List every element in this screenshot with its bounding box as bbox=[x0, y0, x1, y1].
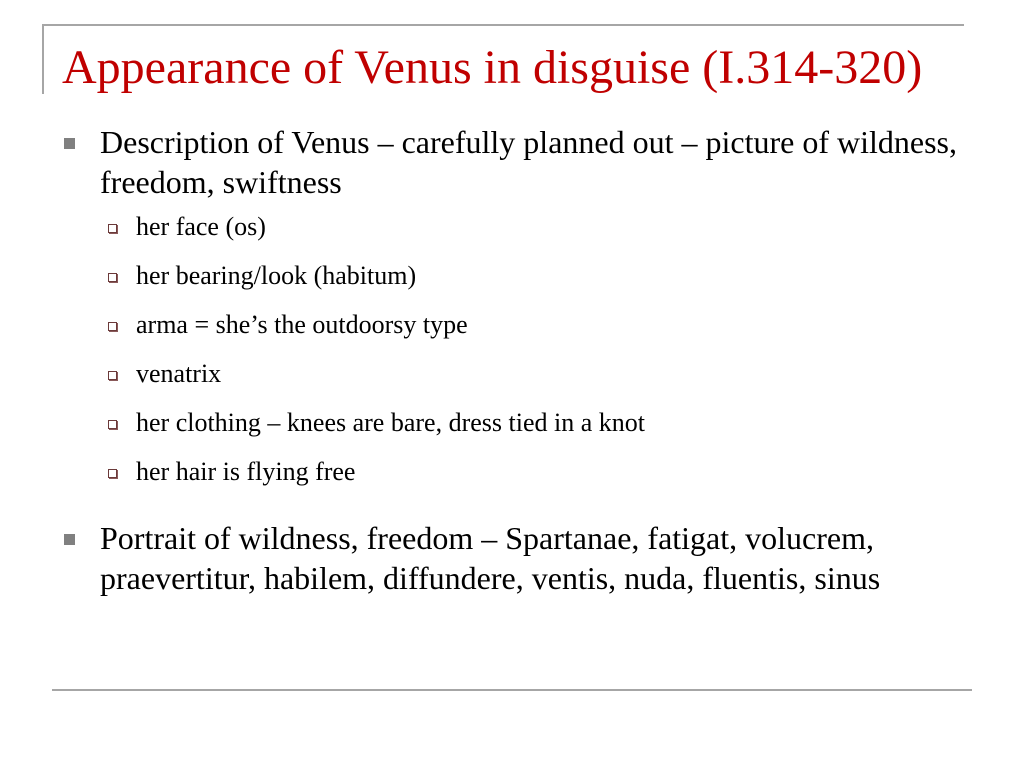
sub-bullet-text: her hair is flying free bbox=[136, 457, 356, 486]
sub-bullet-text: her bearing/look (habitum) bbox=[136, 261, 417, 290]
filled-square-bullet-icon bbox=[64, 138, 75, 149]
slide-body bbox=[62, 122, 962, 598]
hollow-square-bullet-icon bbox=[108, 469, 117, 478]
footer-divider-line bbox=[52, 689, 972, 691]
sub-bullet-item bbox=[62, 259, 962, 308]
frame-left-line bbox=[42, 24, 44, 94]
frame-top-line bbox=[42, 24, 964, 26]
hollow-square-bullet-icon bbox=[108, 224, 117, 233]
bullet-text: Portrait of wildness, freedom – Spartanae, fatigat, volucrem, praevertitur, habilem, diffundere, ventis, nuda, fluentis, sinus bbox=[100, 520, 881, 596]
sub-bullet-item bbox=[62, 210, 962, 259]
hollow-square-bullet-icon bbox=[108, 371, 117, 380]
sub-bullet-text: her face (os) bbox=[136, 212, 266, 241]
sub-bullet-item bbox=[62, 357, 962, 406]
bullet-text: Description of Venus – carefully planned out – picture of wildness, freedom, swiftness bbox=[100, 124, 957, 200]
hollow-square-bullet-icon bbox=[108, 322, 117, 331]
filled-square-bullet-icon bbox=[64, 534, 75, 545]
sub-bullet-text: arma = she’s the outdoorsy type bbox=[136, 310, 468, 339]
sub-bullet-item bbox=[62, 308, 962, 357]
bullet-portrait-of-wildness bbox=[62, 518, 962, 598]
sub-bullet-list bbox=[62, 210, 962, 504]
sub-bullet-item bbox=[62, 455, 962, 504]
sub-bullet-text: her clothing – knees are bare, dress tied in a knot bbox=[136, 408, 645, 437]
hollow-square-bullet-icon bbox=[108, 273, 117, 282]
bullet-description-of-venus bbox=[62, 122, 962, 202]
hollow-square-bullet-icon bbox=[108, 420, 117, 429]
sub-bullet-item bbox=[62, 406, 962, 455]
slide-title: Appearance of Venus in disguise (I.314-320) bbox=[62, 41, 923, 94]
sub-bullet-text: venatrix bbox=[136, 359, 222, 388]
